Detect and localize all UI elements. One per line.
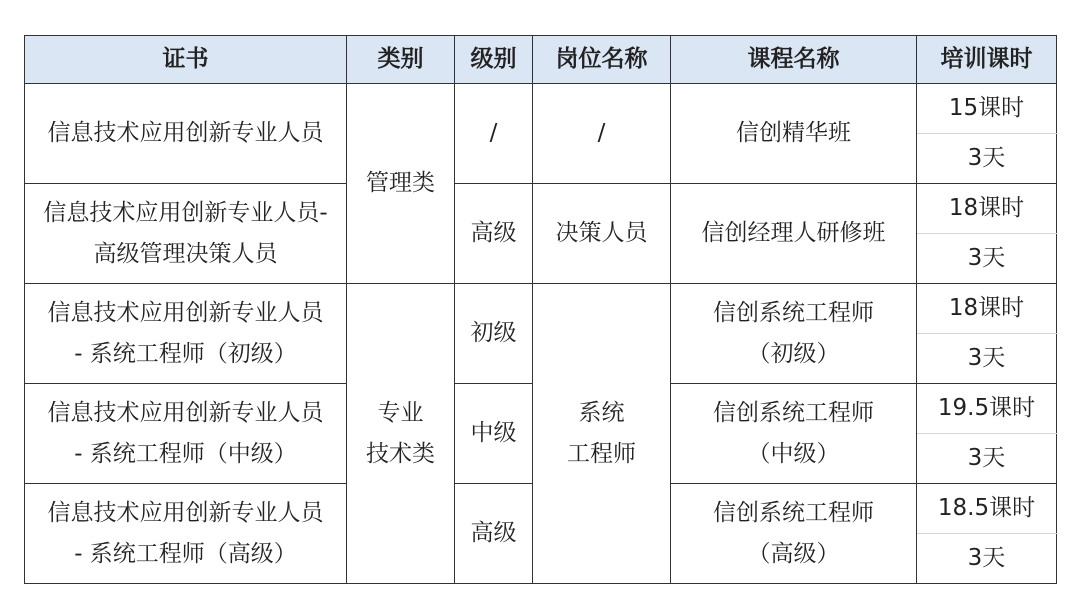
cert-cell — [25, 284, 347, 384]
hours-cell: 18课时 — [917, 184, 1057, 234]
course-cell — [671, 484, 917, 584]
course-text: 信创系统工程师 — [713, 299, 874, 326]
cert-text: 信息技术应用创新专业人员 — [47, 499, 324, 526]
course-cell — [671, 384, 917, 484]
course-cell — [671, 184, 917, 284]
header-hours: 培训课时 — [917, 36, 1057, 84]
days-cell: 3天 — [917, 134, 1057, 184]
position-cell — [533, 284, 671, 584]
course-cell — [671, 84, 917, 184]
category-text: 管理类 — [366, 170, 435, 196]
hours-cell: 19.5课时 — [917, 384, 1057, 434]
course-text: 信创精华班 — [736, 120, 851, 146]
days-cell: 3天 — [917, 434, 1057, 484]
header-position: 岗位名称 — [533, 36, 671, 84]
cert-cell — [25, 184, 347, 284]
days-cell: 3天 — [917, 334, 1057, 384]
category-cell — [347, 84, 455, 284]
days-cell: 3天 — [917, 534, 1057, 584]
position-cell: 决策人员 — [533, 184, 671, 284]
cert-text: - 系统工程师（初级） — [74, 340, 297, 367]
level-cell: 高级 — [455, 484, 533, 584]
level-cell: / — [455, 84, 533, 184]
header-category: 类别 — [347, 36, 455, 84]
cert-text: 高级管理决策人员 — [93, 240, 278, 267]
cert-cell — [25, 384, 347, 484]
cert-text: 信息技术应用创新专业人员 — [47, 120, 324, 146]
days-cell: 3天 — [917, 234, 1057, 284]
cert-text: - 系统工程师（高级） — [74, 540, 297, 567]
header-cert: 证书 — [25, 36, 347, 84]
category-text: 技术类 — [366, 440, 435, 467]
position-text: 系统 — [578, 399, 625, 426]
position-text: 工程师 — [567, 440, 636, 467]
hours-cell: 15课时 — [917, 84, 1057, 134]
course-text: （中级） — [747, 440, 840, 467]
hours-cell: 18.5课时 — [917, 484, 1057, 534]
table-row — [25, 284, 1057, 334]
header-level: 级别 — [455, 36, 533, 84]
header-row — [25, 36, 1057, 84]
course-text: 信创系统工程师 — [713, 499, 874, 526]
course-text: （高级） — [747, 540, 840, 567]
level-cell: 中级 — [455, 384, 533, 484]
category-cell — [347, 284, 455, 584]
cert-text: 信息技术应用创新专业人员- — [43, 199, 328, 226]
course-table — [24, 35, 1057, 584]
cert-text: - 系统工程师（中级） — [74, 440, 297, 467]
position-cell: / — [533, 84, 671, 184]
table-row — [25, 84, 1057, 134]
course-text: （初级） — [747, 340, 840, 367]
cert-cell — [25, 484, 347, 584]
level-cell: 初级 — [455, 284, 533, 384]
cert-text: 信息技术应用创新专业人员 — [47, 399, 324, 426]
cert-text: 信息技术应用创新专业人员 — [47, 299, 324, 326]
table-row — [25, 184, 1057, 234]
hours-cell: 18课时 — [917, 284, 1057, 334]
level-cell: 高级 — [455, 184, 533, 284]
course-cell — [671, 284, 917, 384]
cert-cell — [25, 84, 347, 184]
category-text: 专业 — [377, 399, 424, 426]
course-text: 信创系统工程师 — [713, 399, 874, 426]
course-text: 信创经理人研修班 — [701, 220, 886, 246]
header-course: 课程名称 — [671, 36, 917, 84]
